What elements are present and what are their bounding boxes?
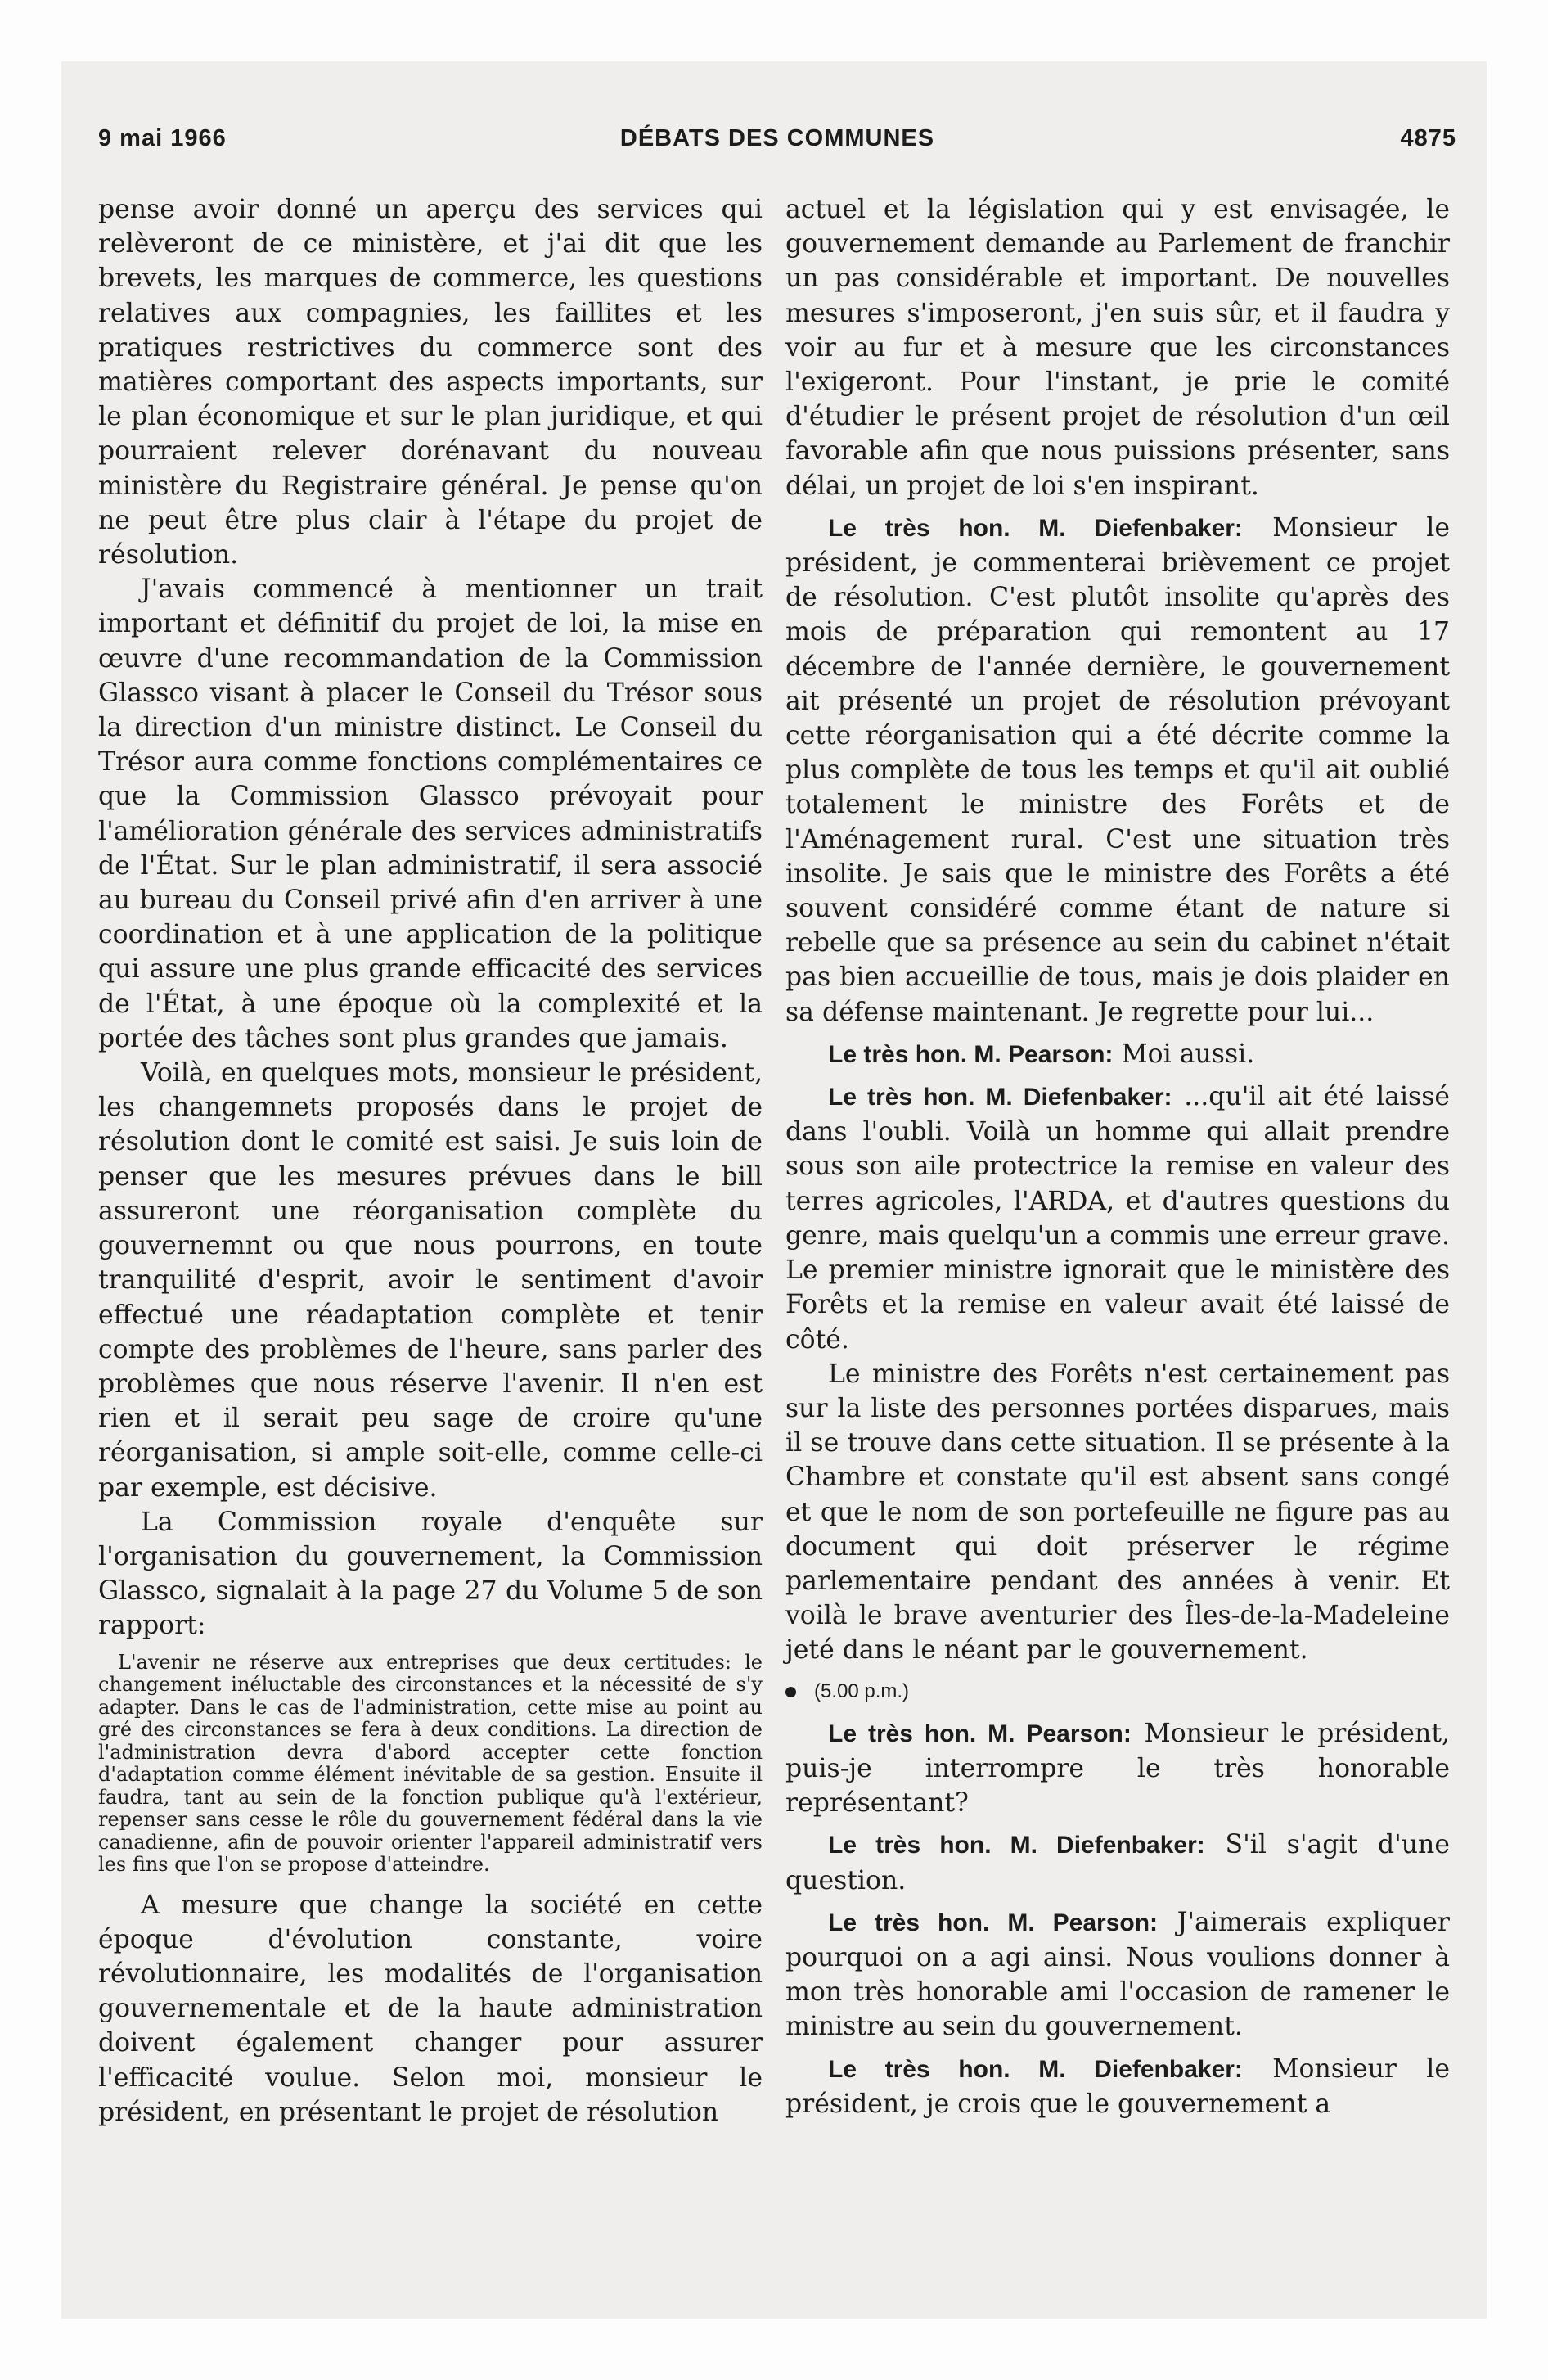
speech-text: S'il s'agit d'une question. [785, 1830, 1450, 1895]
paragraph: La Commission royale d'enquête sur l'organisation du gouvernement, la Commission Glassco, signalait à la page 27 du Volume 5 de son rapport: [98, 1507, 763, 1641]
speech-text: Monsieur le président, puis-je interrompre le très honorable représentant? [785, 1718, 1451, 1819]
paragraph: J'avais commencé à mentionner un trait important et définitif du projet de loi, la mise en œuvre d'une recommandation de la Commission Glassco visant à placer le Conseil du Trésor sous la direction d'un ministre distinct. Le Conseil du Trésor aura comme fonctions complémentaires ce que la Commission Glassco prévoyait pour l'amélioration générale des services administratifs de l'État. Sur le plan administratif, il sera associé au bureau du Conseil privé afin d'en arriver à une coordination et à une application de la politique qui assure une plus grande efficacité des services de l'État, à une époque où la complexité et la portée des tâches sont plus grandes que jamais. [98, 575, 763, 1053]
block-quote: L'avenir ne réserve aux entreprises que deux certitudes: le changement inéluctable des circonstances et la nécessité de s'y adapter. Dans le cas de l'administration, cette mise au point au gré des circonstances se fera à deux conditions. La direction de l'administration devra d'abord accepter cette fonction d'adaptation comme élément inévitable de sa gestion. Ensuite il faudra, tant au sein de la fonction publique qu'à l'extérieur, repenser sans cesse le rôle du gouvernement fédéral dans la vie canadienne, afin de pouvoir orienter l'appareil administratif vers les fins que l'on se propose d'atteindre. [98, 1650, 763, 1877]
speech-entry [785, 1828, 1450, 1897]
paragraph: pense avoir donné un aperçu des services qui relèveront de ce ministère, et j'ai dit que les brevets, les marques de commerce, les questions relatives aux compagnies, les faillites et les pratiques restrictives du commerce sont des matières comportant des aspects importants, sur le plan économique et sur le plan juridique, et qui pourraient relever dorénavant du nouveau ministère du Registraire général. Je pense qu'on ne peut être plus clair à l'étape du projet de résolution. [98, 195, 763, 570]
paragraph: A mesure que change la société en cette époque d'évolution constante, voire révolutionnaire, les modalités de l'organisation gouvernementale et de la haute administration doivent également changer pour assurer l'efficacité voulue. Selon moi, monsieur le président, en présentant le projet de résolution [98, 1890, 763, 2127]
header-page-number: 4875 [1400, 125, 1456, 151]
speech-text: ...qu'il ait été laissé dans l'oubli. Voilà un homme qui allait prendre sous son aile protectrice la remise en valeur des terres agricoles, l'ARDA, et d'autres questions du genre, mais quelqu'un a commis une erreur grave. Le premier ministre ignorait que le ministère des Forêts et la remise en valeur avait été laissé de côté. [785, 1082, 1451, 1355]
speaker-name: Le très hon. M. Pearson: [828, 1040, 1114, 1068]
speech-entry [785, 1080, 1450, 1357]
speaker-name: Le très hon. M. Pearson: [828, 1720, 1132, 1747]
speech-entry [785, 1905, 1450, 2044]
timestamp [785, 1675, 1450, 1709]
speaker-name: Le très hon. M. Pearson: [828, 1909, 1159, 1936]
speech-entry [785, 2052, 1450, 2121]
speech-entry [785, 1037, 1450, 1072]
paragraph: actuel et la législation qui y est envisagée, le gouvernement demande au Parlement de franchir un pas considérable et important. De nouvelles mesures s'imposeront, j'en suis sûr, et il faudra y voir au fur et à mesure que les circonstances l'exigeront. Pour l'instant, je prie le comité d'étudier le présent projet de résolution d'un œil favorable afin que nous puissions présenter, sans délai, un projet de loi s'en inspirant. [785, 195, 1450, 501]
timestamp-text: (5.00 p.m.) [814, 1679, 910, 1702]
paragraph: Le ministre des Forêts n'est certainement pas sur la liste des personnes portées disparues, mais il se trouve dans cette situation. Il se présente à la Chambre et constate qu'il est absent sans congé et que le nom de son portefeuille ne figure pas au document qui doit préserver le régime parlementaire pendant des années à venir. Et voilà le brave aventurier des Îles-de-la-Madeleine jeté dans le néant par le gouvernement. [785, 1359, 1450, 1666]
speech-text: Moi aussi. [1121, 1039, 1255, 1069]
left-column [98, 192, 763, 2130]
speech-entry [785, 1716, 1450, 1821]
right-column [785, 192, 1450, 2121]
speech-text: Monsieur le président, je commenterai brièvement ce projet de résolution. C'est plutôt insolite qu'après des mois de préparation qui remontent au 17 décembre de l'année dernière, le gouvernement ait présenté un projet de résolution prévoyant cette réorganisation qui a été décrite comme la plus complète de tous les temps et qu'il ait oublié totalement le ministre des Forêts et de l'Aménagement rural. C'est une situation très insolite. Je sais que le ministre des Forêts a été souvent considéré comme étant de nature si rebelle que sa présence au sein du cabinet n'était pas bien accueillie de tous, mais je dois plaider en sa défense maintenant. Je regrette pour lui... [785, 512, 1451, 1027]
page [61, 61, 1487, 2319]
header-title: DÉBATS DES COMMUNES [619, 125, 935, 151]
header-date: 9 mai 1966 [98, 125, 227, 151]
speaker-name: Le très hon. M. Diefenbaker: [828, 1832, 1205, 1859]
speaker-name: Le très hon. M. Diefenbaker: [828, 514, 1243, 542]
speaker-name: Le très hon. M. Diefenbaker: [828, 2055, 1243, 2083]
speech-entry [785, 511, 1450, 1030]
speech-text: Monsieur le président, je crois que le gouvernement a [785, 2053, 1451, 2119]
bullet-icon [785, 1687, 796, 1697]
speech-text: J'aimerais expliquer pourquoi on a agi ainsi. Nous voulions donner à mon très honorable ami l'occasion de ramener le ministre au sein du gouvernement. [785, 1907, 1450, 2042]
speaker-name: Le très hon. M. Diefenbaker: [828, 1084, 1172, 1111]
page-header [98, 125, 1456, 166]
paragraph: Voilà, en quelques mots, monsieur le président, les changemnets proposés dans le projet de résolution dont le comité est saisi. Je suis loin de penser que les mesures prévues dans le bill assureront une réorganisation complète du gouvernemnt ou que nous pourrons, en toute tranquilité d'esprit, avoir le sentiment d'avoir effectué une réadaptation complète et tenir compte des problèmes de l'heure, sans parler des problèmes que nous réserve l'avenir. Il n'en est rien et il serait peu sage de croire qu'une réorganisation, si ample soit-elle, comme celle-ci par exemple, est décisive. [98, 1058, 763, 1503]
